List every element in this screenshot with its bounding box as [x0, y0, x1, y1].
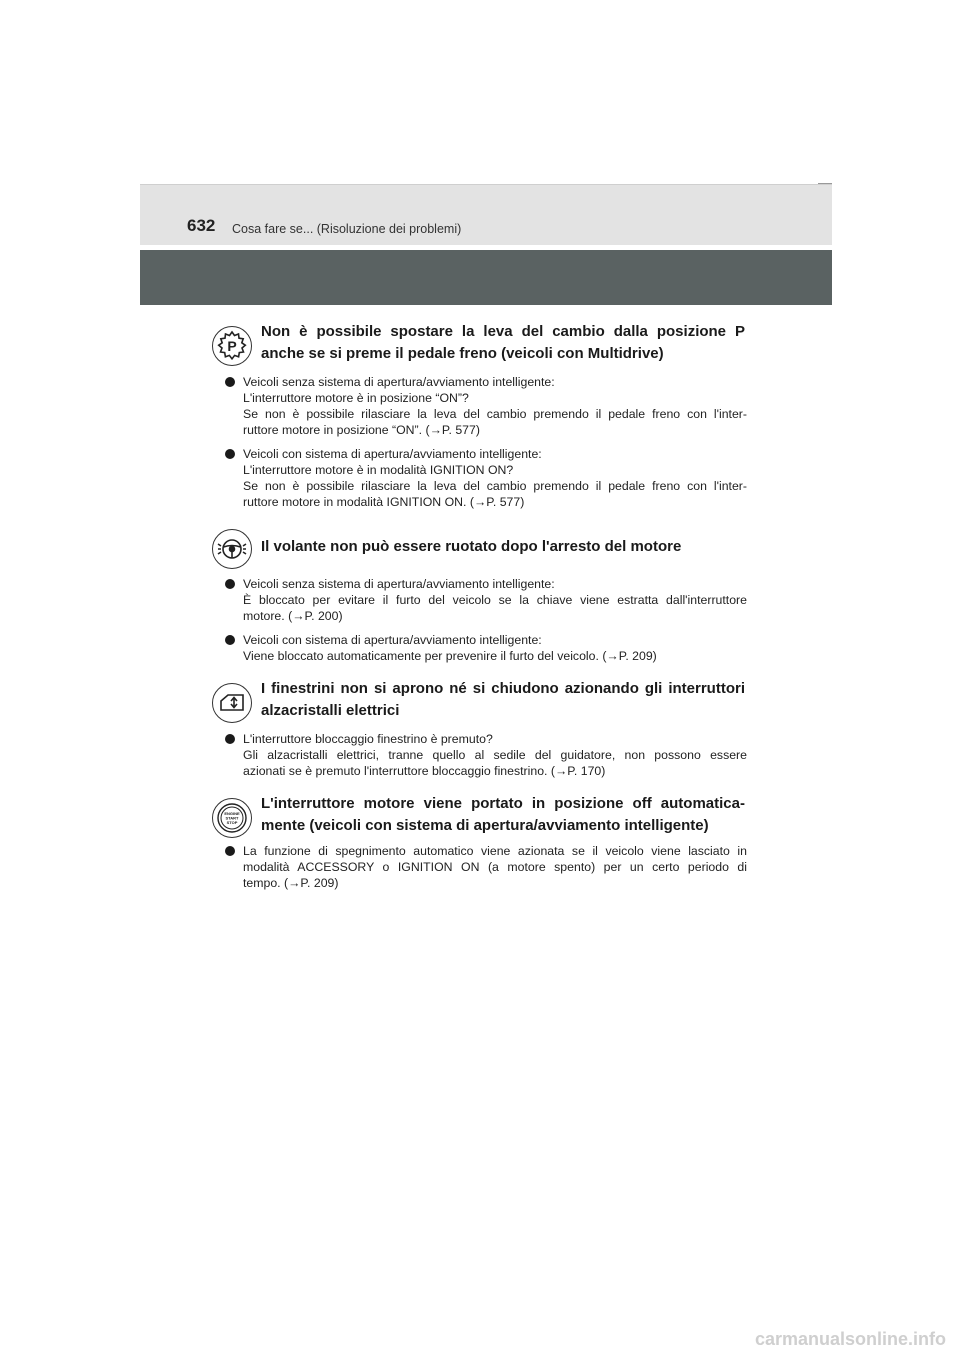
shift-lever-p-icon — [212, 326, 252, 366]
item-line: azionati se è premuto l'interruttore bloccaggio finestrino. (→P. 170) — [243, 764, 606, 778]
bullet-icon — [225, 635, 235, 645]
engine-start-stop-icon — [212, 798, 252, 838]
topic-title — [261, 536, 745, 558]
section-band — [140, 250, 832, 305]
topic-title-line: L'interruttore motore viene portato in posizione off automatica- — [261, 795, 745, 812]
item-line: La funzione di spegnimento automatico viene azionata se il veicolo viene lasciato in — [243, 844, 747, 858]
topic-title — [261, 793, 745, 837]
topic-title-line: I finestrini non si aprono né si chiudono azionando gli interruttori — [261, 680, 745, 697]
item-line: motore. (→P. 200) — [243, 609, 343, 623]
engine-label-line: ENGINE — [224, 811, 240, 816]
page-number: 632 — [187, 216, 216, 235]
item-line: Gli alzacristalli elettrici, tranne quello al sedile del guidatore, non possono essere — [243, 748, 747, 762]
stop-label-line: STOP — [226, 820, 238, 825]
bullet-icon — [225, 579, 235, 589]
topic-title-line: anche se si preme il pedale freno (veicoli con Multidrive) — [261, 345, 664, 362]
item-line: modalità ACCESSORY o IGNITION ON (a motore spento) per un certo periodo di — [243, 860, 747, 874]
watermark-logo: carmanualsonline.info — [754, 1329, 946, 1349]
start-label-line: START — [225, 815, 239, 821]
bullet-icon — [225, 377, 235, 387]
topic-title — [261, 678, 745, 722]
topic-title-line: Non è possibile spostare la leva del cambio dalla posizione P — [261, 323, 745, 340]
power-window-icon — [212, 683, 252, 723]
topic-title — [261, 321, 745, 365]
steering-wheel-icon — [212, 529, 252, 569]
item-line: ruttore motore in posizione “ON”. (→P. 577) — [243, 423, 480, 437]
bullet-icon — [225, 449, 235, 459]
item-line: Viene bloccato automaticamente per prevenire il furto del veicolo. (→P. 209) — [243, 649, 657, 663]
header-corner-mark — [818, 183, 832, 184]
bullet-icon — [225, 734, 235, 744]
item-line: Se non è possibile rilasciare la leva del cambio premendo il pedale freno con l'inter- — [243, 407, 747, 421]
topic-title-line: alzacristalli elettrici — [261, 702, 400, 719]
item-line: Veicoli senza sistema di apertura/avviamento intelligente: — [243, 375, 555, 389]
item-line: Veicoli con sistema di apertura/avviamento intelligente: — [243, 447, 542, 461]
item-line: L'interruttore motore è in modalità IGNITION ON? — [243, 463, 514, 477]
svg-text:P: P — [227, 338, 237, 354]
topic-title-line: Il volante non può essere ruotato dopo l'arresto del motore — [261, 538, 682, 555]
topic-title-line: mente (veicoli con sistema di apertura/avviamento intelligente) — [261, 817, 709, 834]
header-title: Cosa fare se... (Risoluzione dei problemi) — [232, 222, 462, 236]
item-line: Se non è possibile rilasciare la leva del cambio premendo il pedale freno con l'inter- — [243, 479, 747, 493]
bullet-icon — [225, 846, 235, 856]
item-line: È bloccato per evitare il furto del veicolo se la chiave viene estratta dall'interruttore — [243, 593, 747, 607]
item-line: L'interruttore motore è in posizione “ON”? — [243, 391, 469, 405]
item-line: Veicoli senza sistema di apertura/avviamento intelligente: — [243, 577, 555, 591]
item-line: tempo. (→P. 209) — [243, 876, 339, 890]
item-line: ruttore motore in modalità IGNITION ON. (→P. 577) — [243, 495, 525, 509]
item-line: Veicoli con sistema di apertura/avviamento intelligente: — [243, 633, 542, 647]
item-line: L'interruttore bloccaggio finestrino è premuto? — [243, 732, 493, 746]
